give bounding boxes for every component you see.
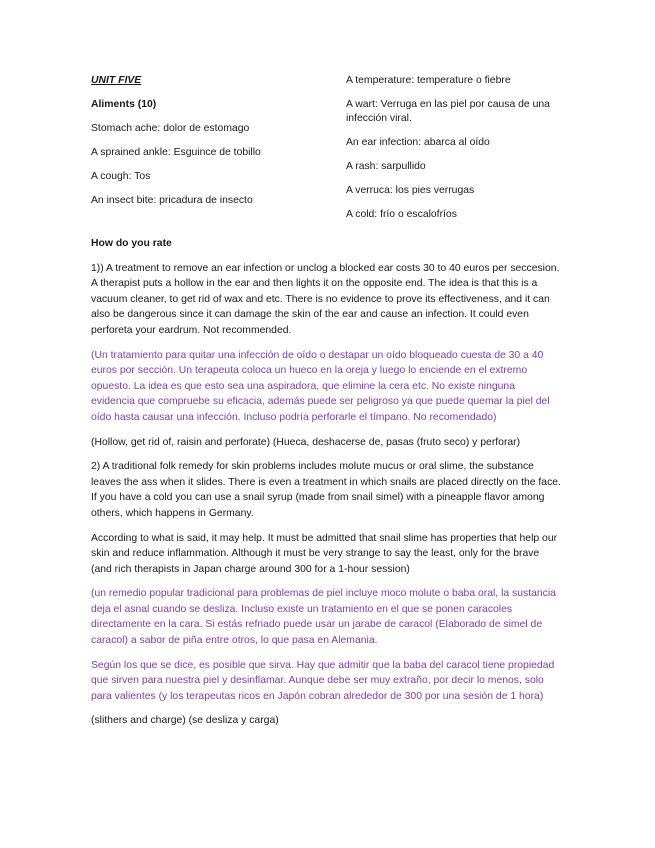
article-body [91,236,561,738]
aliments-count: 10 [141,99,153,110]
paragraph-2-vocab: (slithers and charge) (se desliza y carga) [91,715,279,727]
vocab-item: A rash: sarpullido [346,161,426,172]
aliments-close: ) [152,99,157,110]
vocab-item: Stomach ache: dolor de estomago [91,123,250,134]
paragraph-1-spanish: (Un tratamiento para quitar una infección de oído o destapar un oído bloqueado cuesta de 30 a 40 euros por sección. Un terapeuta coloca un hueco en la oreja y luego lo enciende en el extremo opuesto. La idea es que esto sea una aspiradora, que elimine la cera etc. No existe ninguna evidencia que compruebe su eficacia, además puede ser peligroso ya que puede quemar la piel del oído hasta causar una infección. Incluso podría perforarle el tímpano. No recomendado) [91,349,550,423]
unit-title: UNIT FIVE [91,75,142,86]
vocab-item: A cough: Tos [91,171,151,182]
vocab-item: A sprained ankle: Esguince de tobillo [91,147,261,158]
aliments-heading [91,98,331,112]
right-column [346,74,576,232]
paragraph-3: According to what is said, it may help. It must be admitted that snail slime has properties that help our skin and reduce inflammation. Although it must be very strange to say the least, only for the brave (and rich therapists in Japan charge around 300 for a 1-hour session) [91,532,558,575]
vocab-list-left [91,122,331,208]
aliments-label: Aliments ( [91,99,142,110]
vocab-item: A wart: Verruga en las piel por causa de una infección viral. [346,99,550,124]
vocab-item: An ear infection: abarca al oído [346,137,490,148]
paragraph-3-spanish: Según los que se dice, es posible que sirva. Hay que admitir que la baba del caracol tiene propiedad que sirven para nuestra piel y desinflamar. Aunque debe ser muy extraño, por decir lo menos, solo para valientes (y los terapeutas ricos en Japón cobran alrededor de 300 por una sesión de 1 hora) [91,659,555,702]
vocab-item: An insect bite: pricadura de insecto [91,195,253,206]
vocab-item: A temperature: temperature o fiebre [346,75,511,86]
paragraph-2-spanish: (un remedio popular tradicional para problemas de piel incluye moco molute o baba oral, la sustancia deja el asnal cuando se desliza. Incluso existe un tratamiento en el que se ponen caracoles directamente en la cara. Si estás refriado puede usar un jarabe de caracol (Elaborado de simel de caracol) a sabor de piña entre otros, lo que pasa en Alemania. [91,588,556,647]
paragraph-1: 1)) A treatment to remove an ear infection or unclog a blocked ear costs 30 to 40 euros per seccesion. A therapist puts a hollow in the ear and then lights it on the opposite end. The idea is that this is a vacuum cleaner, to get rid of wax and etc. There is no evidence to prove its effectiveness, and it can also be dangerous since it can damage the skin of the ear and cause an infection. It could even perforeta your eardrum. Not recommended. [91,262,560,336]
vocab-item: A verruca: los pies verrugas [346,185,475,196]
vocab-item: A cold: frío o escalofríos [346,209,457,220]
paragraph-1-vocab: (Hollow, get rid of, raisin and perforate) (Hueca, deshacerse de, pasas (fruto seco) y perforar) [91,436,521,448]
section-heading: How do you rate [91,238,172,249]
left-column [91,74,331,218]
paragraph-2: 2) A traditional folk remedy for skin problems includes molute mucus or oral slime, the substance leaves the ass when it slides. There is even a treatment in which snails are placed directly on the face. If you have a cold you can use a snail syrup (made from snail simel) with a pineapple flavor among others, which happens in Germany. [91,461,561,519]
